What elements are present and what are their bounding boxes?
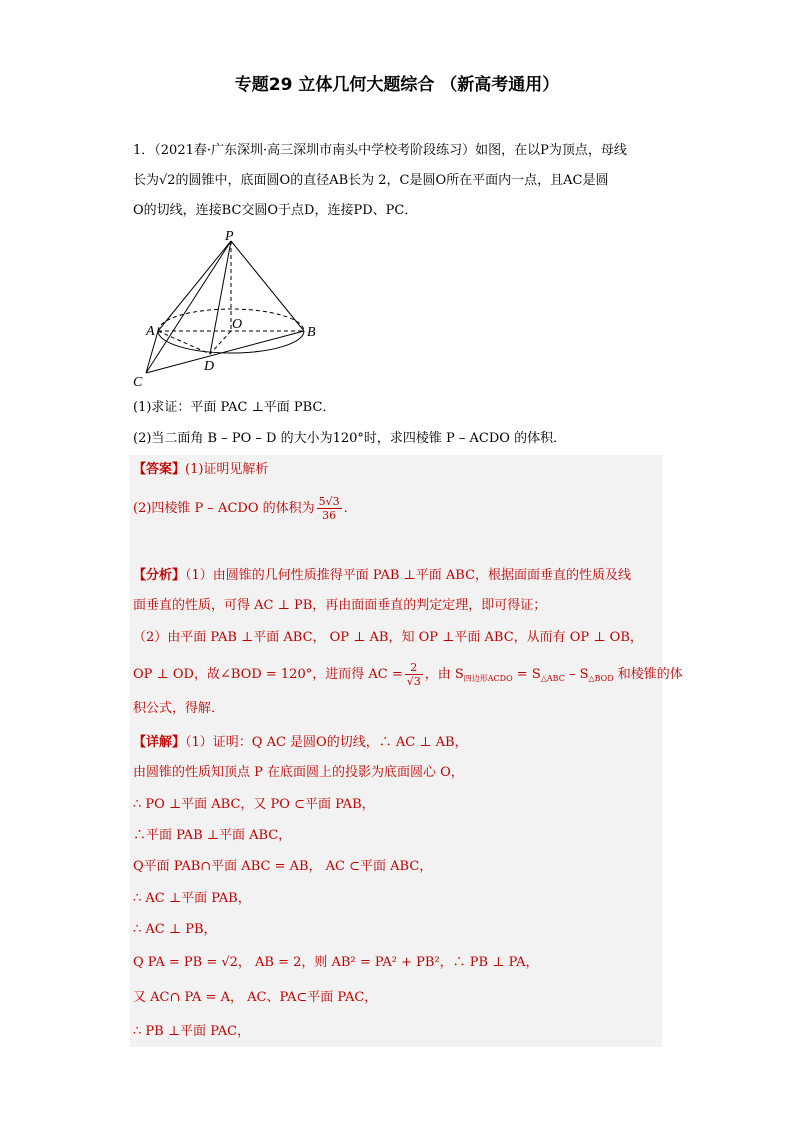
answer-2-suffix: .: [343, 501, 348, 516]
detail-line-1: [133, 733, 468, 753]
analysis-fraction: [405, 661, 423, 688]
question-1: (1)求证：平面 PAC ⊥平面 PBC．: [133, 400, 336, 415]
label-A: A: [146, 324, 155, 339]
analysis-sub-1: 四边形ACDO: [463, 674, 513, 683]
detail-line-9: 又 AC∩ PA = A， AC、PA⊂平面 PAC，: [133, 990, 378, 1005]
analysis-fraction-den: √3: [406, 675, 421, 688]
edge-PA: [158, 241, 231, 331]
detail-line-3: ∴ PO ⊥平面 ABC，又 PO ⊂平面 PAB，: [133, 797, 375, 812]
detail-line-6: ∴ AC ⊥平面 PAB，: [133, 891, 251, 906]
page-title: 专题29 立体几何大题综合 （新高考通用）: [234, 75, 560, 95]
analysis-4d: – S: [564, 667, 589, 682]
analysis-line-5: 积公式，得解．: [133, 701, 225, 716]
detail-line-5: Q平面 PAB∩平面 ABC = AB， AC ⊂平面 ABC，: [133, 859, 433, 874]
analysis-line-1: [133, 566, 631, 586]
analysis-tag: 【分析】: [133, 568, 186, 583]
analysis-4e: 和棱锥的体: [613, 667, 683, 682]
analysis-sub-3: △BOD: [588, 674, 614, 683]
base-ellipse-front: [158, 331, 304, 353]
label-O: O: [232, 317, 243, 332]
detail-line-10: ∴ PB ⊥平面 PAC，: [133, 1024, 251, 1039]
problem-line-3: O的切线，连接BC交圆O于点D，连接PD、PC．: [133, 203, 418, 218]
question-2: (2)当二面角 B – PO – D 的大小为120°时，求四棱锥 P – ACDO 的体积．: [133, 431, 567, 446]
answer-fraction-den: 36: [322, 509, 337, 522]
problem-line-2: 长为√2的圆锥中，底面圆O的直径AB长为 2，C是圆O所在平面内一点，且AC是圆: [133, 173, 609, 188]
answer-line-2: [133, 495, 348, 522]
analysis-fraction-num: 2: [405, 661, 423, 675]
detail-line-7: ∴ AC ⊥ PB，: [133, 922, 217, 937]
analysis-text-1: （1）由圆锥的几何性质推得平面 PAB ⊥平面 ABC，根据面面垂直的性质及线: [185, 568, 632, 583]
analysis-4b: ，由 S: [424, 667, 464, 682]
analysis-line-4: [133, 661, 683, 689]
label-P: P: [225, 229, 234, 244]
answer-1: (1)证明见解析: [185, 462, 269, 477]
answer-line-1: [133, 460, 268, 480]
answer-fraction-num: 5√3: [318, 495, 340, 508]
analysis-line-3: （2）由平面 PAB ⊥平面 ABC， OP ⊥ AB，知 OP ⊥平面 ABC，从而有 OP ⊥ OB，: [133, 630, 643, 645]
cone-figure: [128, 228, 328, 393]
detail-line-2: 由圆锥的性质知顶点 P 在底面圆上的投影为底面圆心 O，: [133, 765, 464, 780]
label-B: B: [307, 325, 316, 340]
detail-text-1: （1）证明：Q AC 是圆O的切线，∴ AC ⊥ AB，: [185, 735, 468, 750]
detail-line-8: Q PA = PB = √2， AB = 2，则 AB² = PA² + PB²，∴ PB ⊥ PA，: [133, 955, 539, 970]
analysis-sub-2: △ABC: [540, 674, 565, 683]
answer-tag: 【答案】: [133, 462, 186, 477]
problem-line-1: 1．（2021春·广东深圳·高三深圳市南头中学校考阶段练习）如图，在以P为顶点，母线: [133, 143, 627, 158]
label-C: C: [133, 375, 143, 390]
detail-tag: 【详解】: [133, 735, 186, 750]
analysis-4a: OP ⊥ OD，故∠BOD = 120°，进而得 AC =: [133, 667, 403, 682]
label-D: D: [204, 359, 215, 374]
answer-fraction: [317, 495, 342, 522]
analysis-line-2: 面垂直的性质，可得 AC ⊥ PB，再由面面垂直的判定定理，即可得证；: [133, 598, 547, 613]
analysis-4c: = S: [512, 667, 541, 682]
answer-2-prefix: (2)四棱锥 P – ACDO 的体积为: [133, 501, 315, 516]
detail-line-4: ∴平面 PAB ⊥平面 ABC，: [133, 828, 292, 843]
